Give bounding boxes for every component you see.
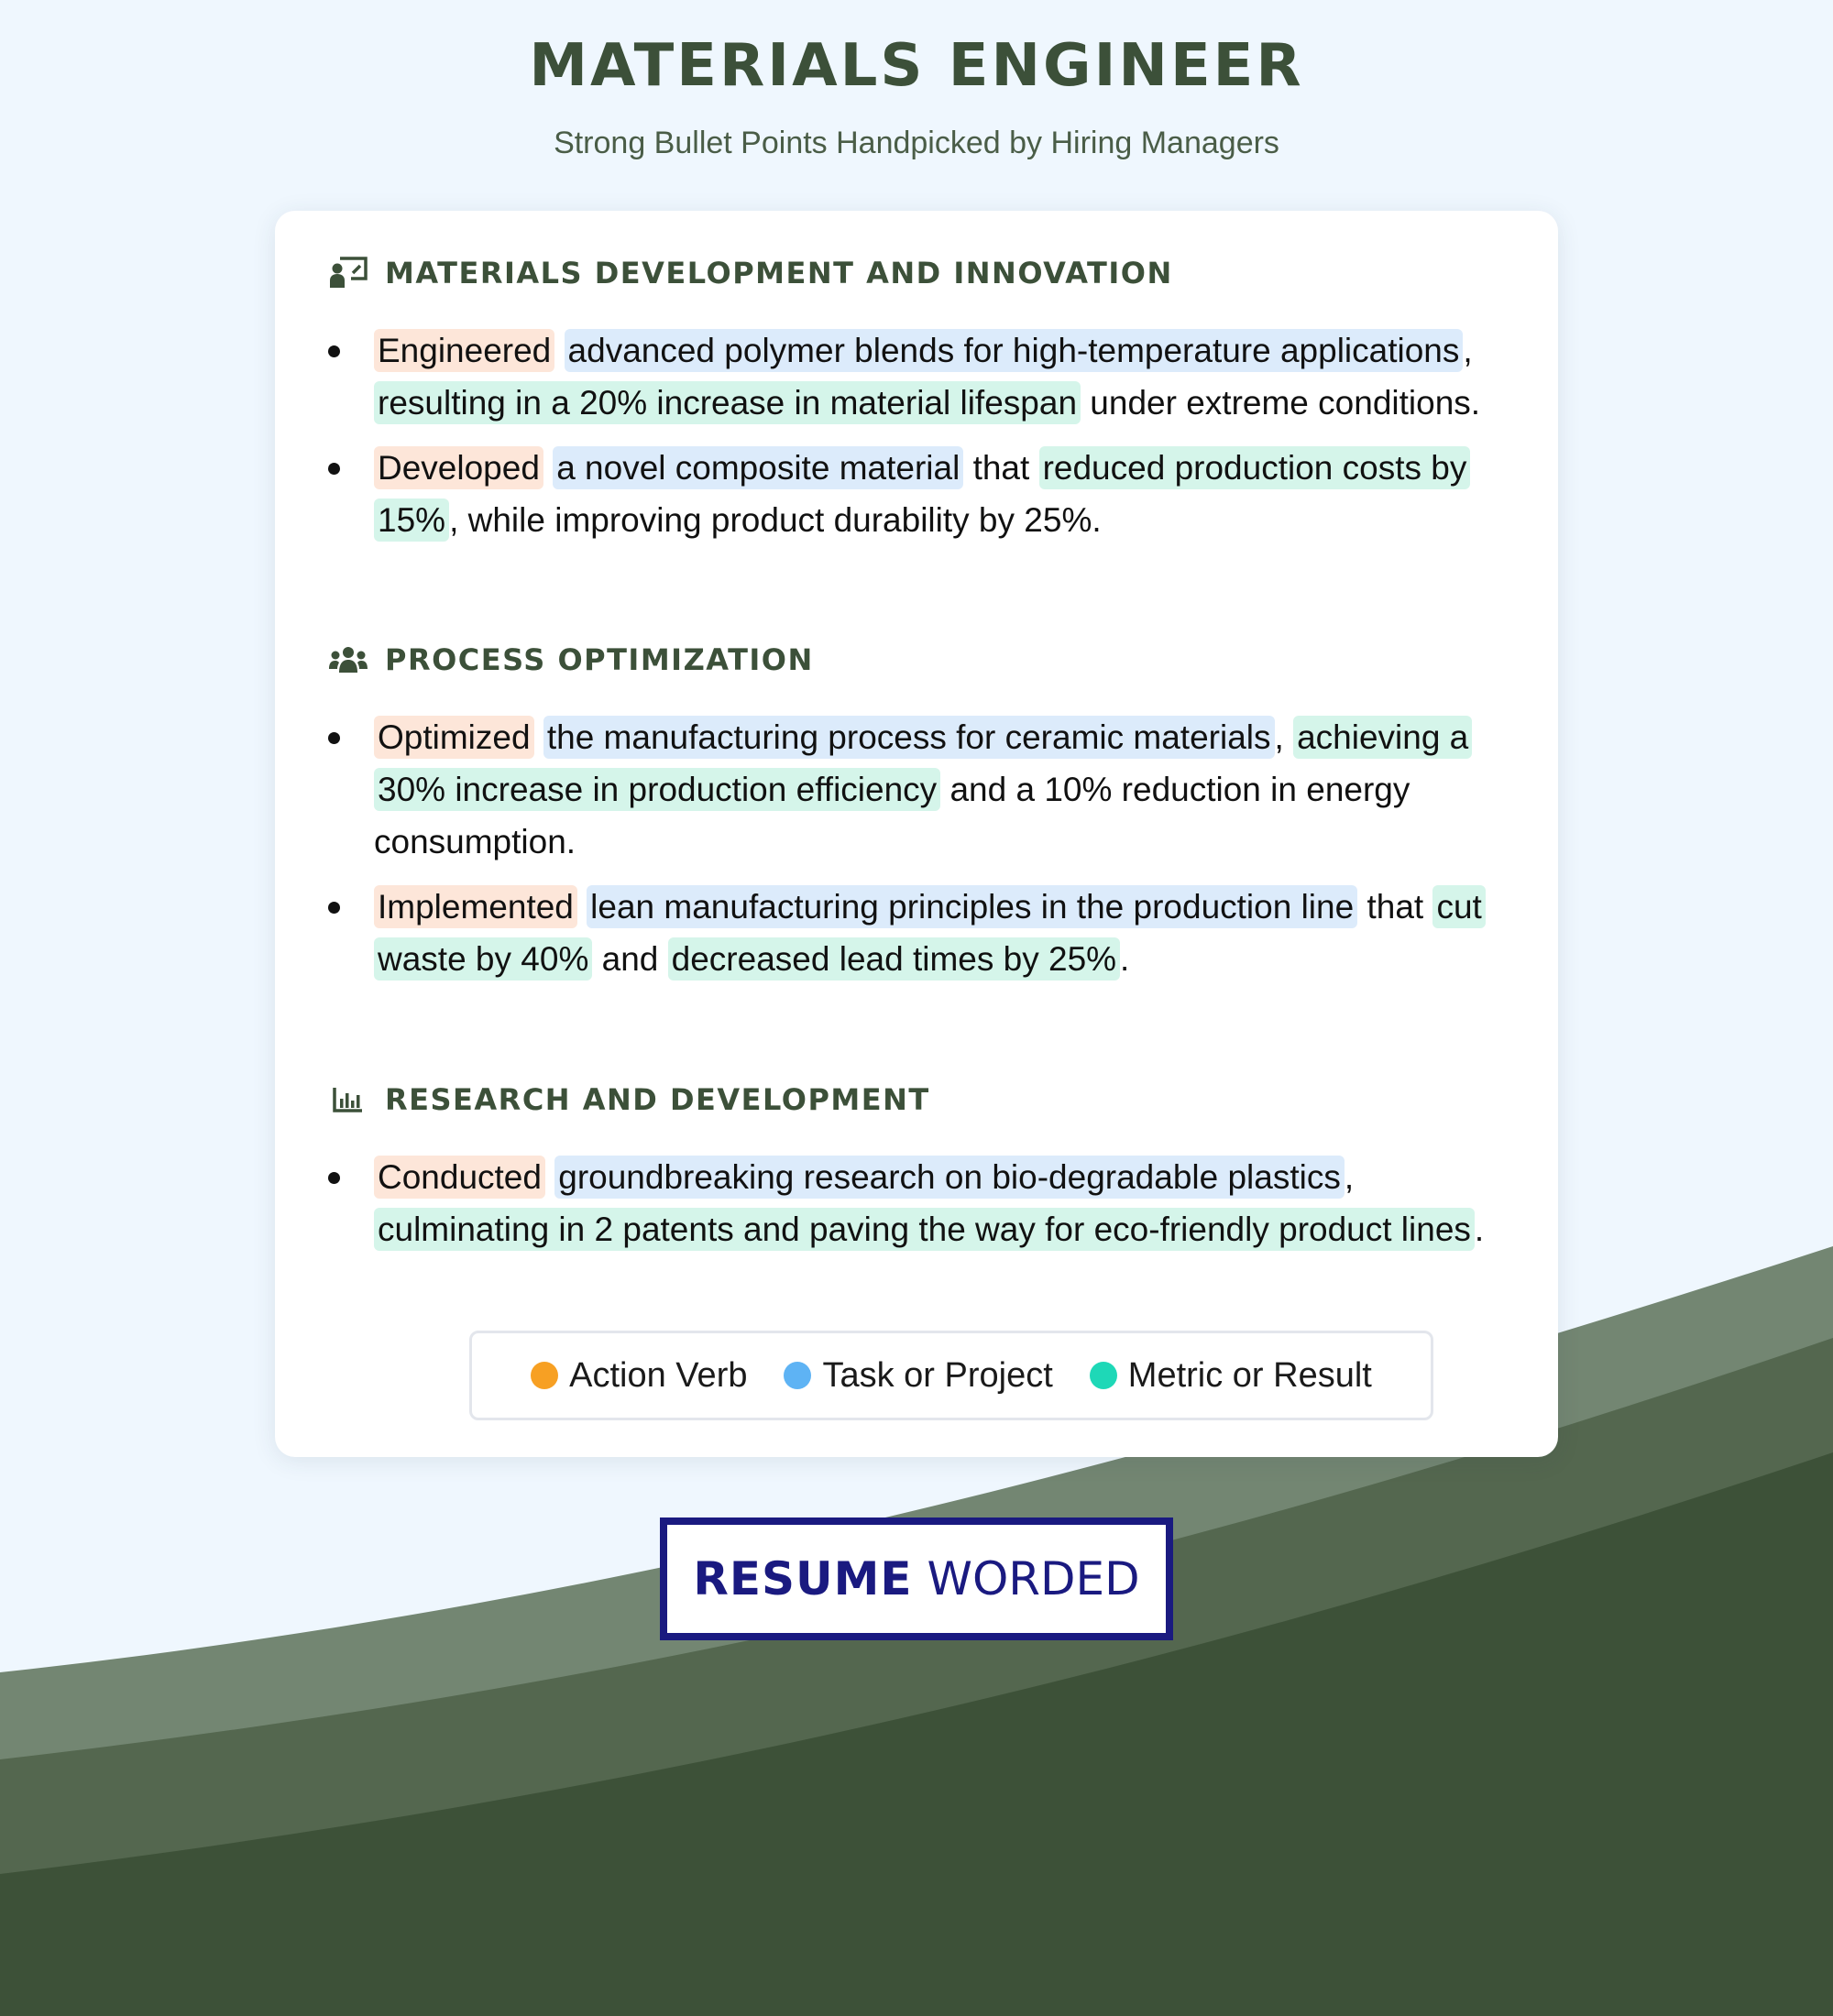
- bullet-points-card: [275, 211, 1558, 1457]
- bullet-list: [328, 1151, 1520, 1255]
- metric-highlight: reduced production costs by 15%: [374, 446, 1470, 542]
- bullet-text: [554, 332, 564, 369]
- task-highlight: the manufacturing process for ceramic materials: [543, 716, 1275, 759]
- task-project-dot: [784, 1362, 811, 1389]
- resume-worded-logo: [660, 1517, 1173, 1640]
- page-title: MATERIALS ENGINEER: [529, 32, 1304, 100]
- section-title: MATERIALS DEVELOPMENT AND INNOVATION: [385, 256, 1173, 290]
- bullet-list: [328, 324, 1520, 546]
- bullet-text: ,: [1344, 1158, 1355, 1196]
- page-header: [0, 27, 1833, 163]
- bar-chart-icon: [328, 1079, 368, 1120]
- legend-item-metric: [1090, 1356, 1372, 1396]
- metric-highlight: cut waste by 40%: [374, 885, 1486, 981]
- bullet-text: and a 10% reduction in energy consumption.: [374, 771, 1410, 860]
- logo-text-bold: RESUME: [693, 1552, 913, 1605]
- bullet-list: [328, 711, 1520, 985]
- bullet-text: under extreme conditions.: [1081, 384, 1481, 422]
- bullet-point: [328, 1151, 1510, 1255]
- section-header: [328, 249, 1520, 297]
- bullet-text: ,: [1463, 332, 1473, 369]
- metric-highlight: resulting in a 20% increase in material lifespan: [374, 381, 1081, 424]
- bullet-point: [328, 881, 1510, 985]
- bullet-point: [328, 324, 1510, 429]
- task-highlight: advanced polymer blends for high-temperature applications: [565, 329, 1464, 372]
- section-research-development: [328, 1076, 1520, 1255]
- bullet-text: [577, 888, 587, 926]
- legend-label: Action Verb: [569, 1355, 748, 1395]
- presentation-icon: [328, 253, 368, 293]
- task-highlight: groundbreaking research on bio-degradable plastics: [554, 1156, 1345, 1199]
- bullet-text: [543, 449, 553, 487]
- action-verb-highlight: Conducted: [374, 1156, 545, 1199]
- bullet-text: [545, 1158, 554, 1196]
- action-verb-highlight: Engineered: [374, 329, 554, 372]
- highlight-legend: [469, 1331, 1433, 1420]
- action-verb-highlight: Developed: [374, 446, 543, 489]
- bullet-text: and: [592, 940, 668, 978]
- legend-item-task: [784, 1356, 1052, 1396]
- legend-label: Task or Project: [822, 1355, 1053, 1395]
- bullet-text: that: [963, 449, 1039, 487]
- task-highlight: lean manufacturing principles in the production line: [587, 885, 1357, 928]
- section-materials-development: [328, 249, 1520, 546]
- metric-highlight: culminating in 2 patents and paving the way for eco-friendly product lines: [374, 1208, 1475, 1251]
- logo-text-light: WORDED: [927, 1552, 1140, 1605]
- bullet-text: [534, 718, 543, 756]
- bullet-text: that: [1357, 888, 1433, 926]
- section-process-optimization: [328, 636, 1520, 985]
- metric-result-dot: [1090, 1362, 1117, 1389]
- task-highlight: a novel composite material: [553, 446, 963, 489]
- section-header: [328, 636, 1520, 684]
- legend-item-action: [531, 1356, 747, 1396]
- section-title: PROCESS OPTIMIZATION: [385, 642, 814, 677]
- action-verb-dot: [531, 1362, 558, 1389]
- bullet-text: ,: [1274, 718, 1294, 756]
- bullet-text: , while improving product durability by 25%.: [449, 501, 1102, 539]
- metric-highlight: achieving a 30% increase in production efficiency: [374, 716, 1472, 811]
- bullet-text: .: [1474, 1211, 1485, 1248]
- bullet-point: [328, 442, 1510, 546]
- section-header: [328, 1076, 1520, 1123]
- section-title: RESEARCH AND DEVELOPMENT: [385, 1082, 930, 1117]
- action-verb-highlight: Implemented: [374, 885, 577, 928]
- action-verb-highlight: Optimized: [374, 716, 534, 759]
- bullet-point: [328, 711, 1510, 868]
- page-subtitle: Strong Bullet Points Handpicked by Hiring Managers: [554, 126, 1279, 160]
- bullet-text: .: [1120, 940, 1130, 978]
- legend-label: Metric or Result: [1127, 1355, 1372, 1395]
- users-icon: [328, 640, 368, 680]
- metric-highlight: decreased lead times by 25%: [668, 937, 1120, 981]
